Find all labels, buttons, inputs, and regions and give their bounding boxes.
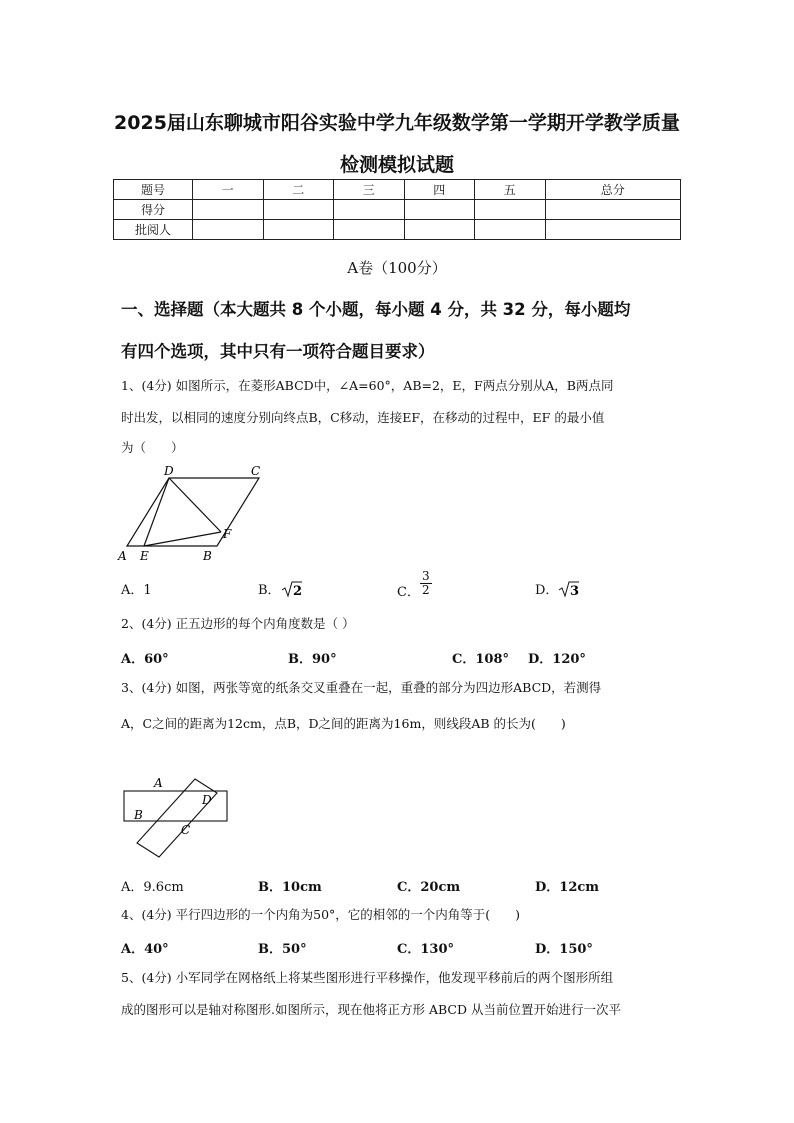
q5-text-line2: 成的图形可以是轴对称图形.如图所示，现在他将正方形 ABCD 从当前位置开始进行一次平 — [121, 1002, 621, 1017]
score-table — [113, 179, 681, 240]
q1-option-a[interactable]: A．1 — [121, 583, 152, 598]
q4-option-d[interactable]: D．150° — [535, 942, 593, 957]
label-a: A — [118, 549, 127, 563]
q1-text-line1: 1、(4分) 如图所示，在菱形ABCD中，∠A=60°，AB=2，E，F两点分别从A，B两点同 — [121, 378, 614, 393]
q3-option-a[interactable]: A．9.6cm — [121, 880, 184, 895]
rhombus-abcd — [127, 478, 259, 546]
score-cell[interactable] — [404, 200, 475, 220]
q3-text-line1: 3、(4分) 如图，两张等宽的纸条交叉重叠在一起，重叠的部分为四边形ABCD，若测得 — [121, 680, 602, 695]
svg-text:3: 3 — [570, 584, 580, 598]
q2-option-b[interactable]: B．90° — [288, 652, 337, 667]
score-header-cell: 题号 — [114, 180, 193, 200]
q2-option-d[interactable]: D．120° — [528, 652, 586, 667]
score-cell[interactable] — [404, 220, 475, 240]
score-cell[interactable] — [263, 200, 334, 220]
label-d: D — [202, 793, 212, 807]
section-heading-line2: 有四个选项，其中只有一项符合题目要求） — [121, 342, 435, 361]
q3-text-line2: A，C之间的距离为12cm，点B，D之间的距离为16m，则线段AB 的长为( ) — [121, 716, 566, 731]
segment-ef — [144, 532, 221, 546]
segment-df — [169, 478, 221, 532]
label-c: C — [251, 464, 261, 478]
svg-text:2: 2 — [292, 584, 302, 598]
score-cell[interactable] — [334, 200, 405, 220]
score-cell[interactable] — [545, 220, 681, 240]
score-header-cell: 总分 — [545, 180, 681, 200]
exam-title-line2: 检测模拟试题 — [339, 154, 454, 176]
section-heading-line1: 一、选择题（本大题共 8 个小题，每小题 4 分，共 32 分，每小题均 — [121, 300, 631, 319]
score-cell[interactable] — [263, 220, 334, 240]
q1-option-c[interactable]: C． $\frac{3}{2}$ — [397, 569, 430, 600]
q1-option-b[interactable]: B． 2 — [258, 579, 303, 598]
score-cell[interactable] — [475, 220, 546, 240]
score-cell[interactable] — [545, 200, 681, 220]
q1-text-line3: 为（ ） — [121, 440, 184, 455]
q4-option-c[interactable]: C．130° — [397, 942, 454, 957]
q1-text-line2: 时出发，以相同的速度分别向终点B，C移动，连接EF，在移动的过程中，EF 的最小值 — [121, 410, 605, 425]
label-d: D — [164, 464, 174, 478]
score-row-label: 批阅人 — [114, 220, 193, 240]
q3-paper-strips-figure — [118, 773, 238, 863]
score-header-cell: 三 — [334, 180, 405, 200]
q1-rhombus-figure — [115, 460, 275, 565]
score-header-cell: 一 — [193, 180, 264, 200]
q4-text: 4、(4分) 平行四边形的一个内角为50°，它的相邻的一个内角等于( ) — [121, 907, 521, 922]
q4-option-a[interactable]: A．40° — [121, 942, 169, 957]
score-cell[interactable] — [193, 200, 264, 220]
q2-text: 2、(4分) 正五边形的每个内角度数是（ ） — [121, 616, 355, 631]
exam-title-line1: 2025届山东聊城市阳谷实验中学九年级数学第一学期开学教学质量 — [114, 112, 680, 134]
q3-option-d[interactable]: D．12cm — [535, 880, 600, 895]
label-f: F — [223, 527, 232, 541]
volume-label: A卷（100分） — [347, 259, 447, 277]
label-a: A — [154, 776, 163, 790]
score-cell[interactable] — [475, 200, 546, 220]
q2-option-a[interactable]: A．60° — [121, 652, 169, 667]
sqrt-symbol — [558, 580, 580, 598]
q2-option-c[interactable]: C．108° — [452, 652, 509, 667]
q3-option-c[interactable]: C．20cm — [397, 880, 461, 895]
score-row-label: 得分 — [114, 200, 193, 220]
label-e: E — [140, 549, 149, 563]
q4-option-b[interactable]: B．50° — [258, 942, 307, 957]
score-table-header-row — [114, 180, 681, 200]
label-b: B — [134, 808, 143, 822]
score-cell[interactable] — [193, 220, 264, 240]
score-cell[interactable] — [334, 220, 405, 240]
label-c: C — [181, 823, 191, 837]
q5-text-line1: 5、(4分) 小军同学在网格纸上将某些图形进行平移操作，他发现平移前后的两个图形所组 — [121, 970, 614, 985]
score-header-cell: 二 — [263, 180, 334, 200]
q3-option-b[interactable]: B．10cm — [258, 880, 322, 895]
q1-option-d[interactable]: D． 3 — [535, 579, 580, 598]
score-table-row — [114, 200, 681, 220]
score-table-row — [114, 220, 681, 240]
label-b: B — [203, 549, 212, 563]
score-header-cell: 五 — [475, 180, 546, 200]
sqrt-symbol — [281, 580, 303, 598]
score-header-cell: 四 — [404, 180, 475, 200]
